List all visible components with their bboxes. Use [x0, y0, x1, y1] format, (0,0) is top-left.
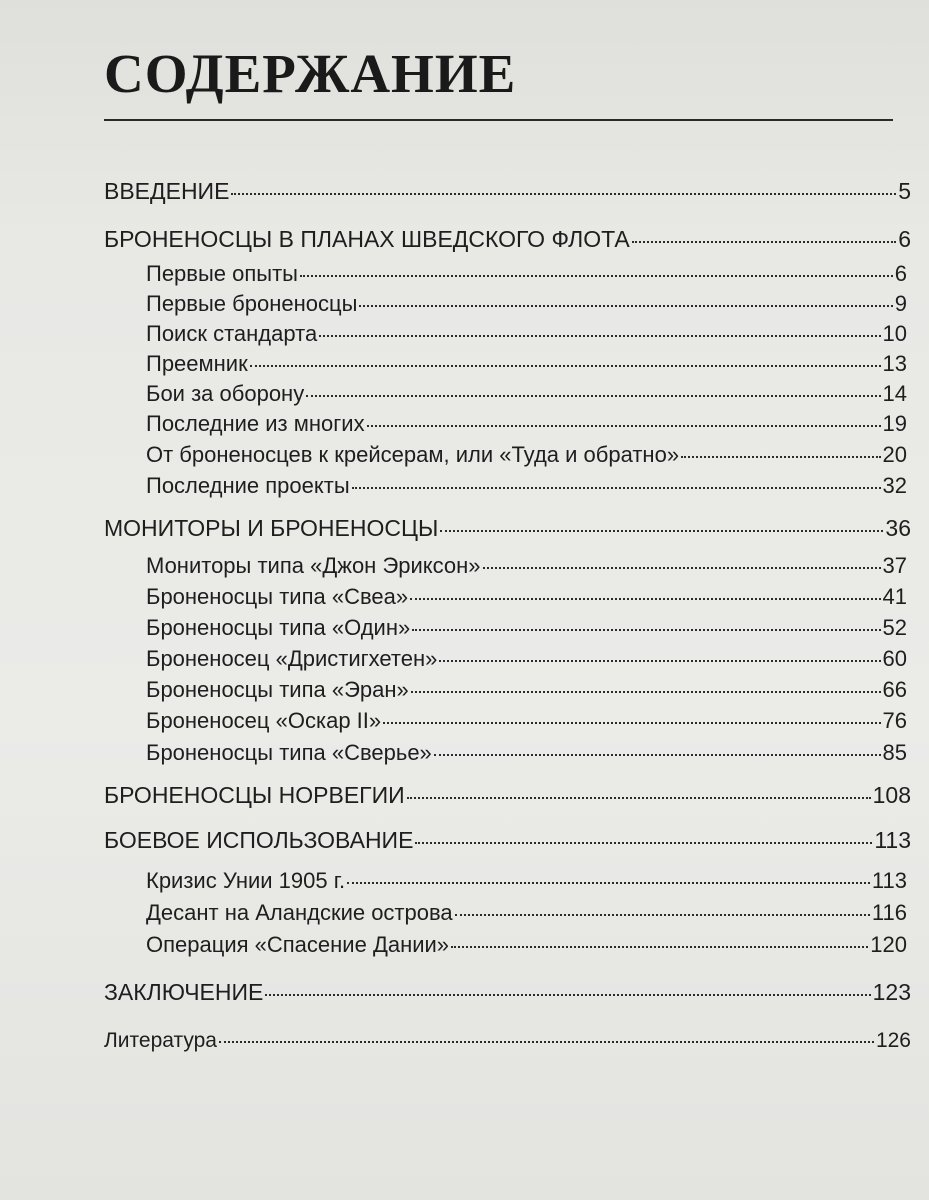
toc-leader	[265, 994, 870, 996]
toc-leader	[415, 842, 872, 844]
toc-entry-page: 52	[882, 615, 907, 640]
toc-leader	[383, 722, 880, 724]
toc-entry-label: Кризис Унии 1905 г.	[146, 868, 346, 893]
toc-entry-page: 66	[882, 677, 907, 702]
toc-entry-label: Операция «Спасение Дании»	[146, 932, 450, 957]
toc-entry-label: Последние проекты	[146, 473, 350, 498]
toc-entry-page: 9	[894, 291, 907, 316]
toc-entry-page: 120	[870, 932, 907, 957]
toc-entry	[146, 584, 907, 610]
toc-entry-label: Мониторы типа «Джон Эриксон»	[146, 553, 481, 578]
toc-leader	[411, 691, 881, 693]
toc-entry-label: Преемник	[146, 351, 248, 376]
toc-entry-label: Броненосцы типа «Один»	[146, 615, 411, 640]
toc-entry-label: От броненосцев к крейсерам, или «Туда и обратно»	[146, 442, 680, 467]
toc-leader	[231, 193, 896, 195]
toc-entry-introduction	[104, 178, 911, 205]
toc-leader	[632, 241, 896, 243]
toc-entry-page: 20	[882, 442, 907, 467]
toc-leader	[455, 914, 870, 916]
toc-entry-page: 85	[882, 740, 907, 765]
toc-entry	[146, 932, 907, 958]
toc-leader	[483, 567, 881, 569]
toc-entry	[146, 900, 907, 926]
toc-entry-label: Броненосцы типа «Эран»	[146, 677, 409, 702]
toc-entry-page: 123	[872, 979, 911, 1005]
toc-entry-page: 60	[882, 646, 907, 671]
toc-leader	[434, 754, 881, 756]
toc-leader	[219, 1041, 874, 1043]
toc-entry	[146, 473, 907, 499]
toc-entry-label: БРОНЕНОСЦЫ В ПЛАНАХ ШВЕДСКОГО ФЛОТА	[104, 226, 630, 252]
toc-entry-page: 5	[898, 178, 911, 204]
toc-entry-label: ЗАКЛЮЧЕНИЕ	[104, 979, 264, 1005]
toc-entry-page: 113	[874, 827, 911, 853]
toc-entry	[146, 321, 907, 347]
toc-entry	[146, 291, 907, 317]
toc-leader	[412, 629, 880, 631]
toc-leader	[440, 530, 883, 532]
toc-leader	[352, 487, 881, 489]
toc-entry-page: 108	[872, 782, 911, 808]
toc-entry-literature	[104, 1029, 911, 1053]
toc-entry-norway	[104, 782, 911, 809]
toc-entry-label: Броненосец «Дристигхетен»	[146, 646, 438, 671]
toc-entry-label: Литература	[104, 1029, 217, 1052]
toc-entry-conclusion	[104, 979, 911, 1006]
toc-leader	[250, 365, 881, 367]
toc-entry-swedish-fleet	[104, 226, 911, 253]
toc-leader	[319, 335, 880, 337]
toc-entry	[146, 261, 907, 287]
toc-entry	[146, 442, 907, 468]
toc-leader	[367, 425, 881, 427]
toc-entry-label: Броненосцы типа «Свеа»	[146, 584, 409, 609]
toc-entry-page: 6	[894, 261, 907, 286]
toc-entry-label: ВВЕДЕНИЕ	[104, 178, 230, 204]
toc-entry-page: 14	[882, 381, 907, 406]
toc-entry-page: 113	[871, 868, 907, 893]
toc-leader	[681, 456, 880, 458]
toc-leader	[306, 395, 880, 397]
toc-entry-label: Первые опыты	[146, 261, 298, 286]
toc-entry-label: Броненосцы типа «Сверье»	[146, 740, 432, 765]
toc-entry-page: 41	[882, 584, 907, 609]
toc-entry-page: 13	[882, 351, 907, 376]
toc-entry	[146, 553, 907, 579]
toc-entry	[146, 708, 907, 734]
toc-leader	[439, 660, 880, 662]
toc-entry-page: 76	[882, 708, 907, 733]
toc-entry-label: Поиск стандарта	[146, 321, 318, 346]
toc-entry-page: 116	[871, 900, 907, 925]
toc-entry-page: 10	[882, 321, 907, 346]
toc-entry	[146, 677, 907, 703]
toc-leader	[300, 275, 893, 277]
toc-entry	[146, 615, 907, 641]
toc-entry-page: 19	[882, 411, 907, 436]
toc-entry-combat-use	[104, 827, 911, 854]
page-title: СОДЕРЖАНИЕ	[104, 43, 517, 104]
toc-entry-page: 37	[882, 553, 907, 578]
toc-entry	[146, 381, 907, 407]
toc-leader	[451, 946, 868, 948]
toc-entry	[146, 351, 907, 377]
toc-leader	[407, 797, 871, 799]
toc-entry-label: Десант на Аландские острова	[146, 900, 453, 925]
toc-entry-page: 36	[885, 515, 911, 541]
toc-entry-label: МОНИТОРЫ И БРОНЕНОСЦЫ	[104, 515, 439, 541]
toc-leader	[410, 598, 880, 600]
toc-entry-page: 126	[875, 1029, 911, 1052]
toc-leader	[347, 882, 870, 884]
toc-entry-label: Броненосец «Оскар II»	[146, 708, 382, 733]
toc-entry-page: 32	[882, 473, 907, 498]
toc-entry-page: 6	[898, 226, 911, 252]
toc-entry-label: Первые броненосцы	[146, 291, 358, 316]
toc-entry-label: БРОНЕНОСЦЫ НОРВЕГИИ	[104, 782, 405, 808]
toc-entry	[146, 868, 907, 894]
toc-entry	[146, 411, 907, 437]
toc-leader	[359, 305, 892, 307]
toc-entry	[146, 740, 907, 766]
toc-entry-label: Бои за оборону	[146, 381, 305, 406]
toc-entry-label: БОЕВОЕ ИСПОЛЬЗОВАНИЕ	[104, 827, 414, 853]
toc-entry	[146, 646, 907, 672]
toc-entry-monitors	[104, 515, 911, 542]
toc-entry-label: Последние из многих	[146, 411, 365, 436]
